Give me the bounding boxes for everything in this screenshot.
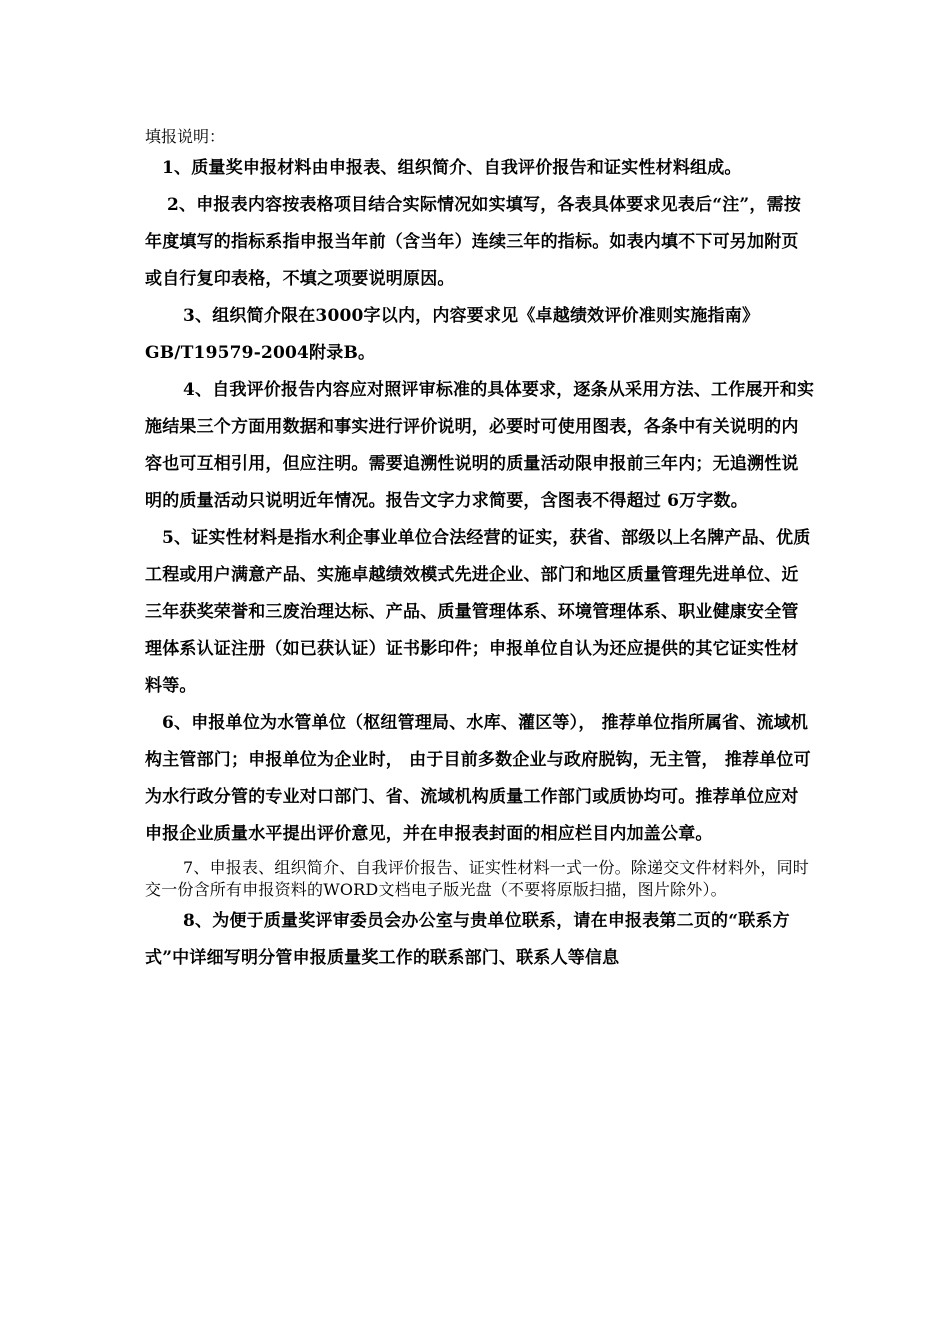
paragraph-3: 3、组织简介限在3000字以内，内容要求见《卓越绩效评价准则实施指南》GB/T19579-2004附录B。 (145, 306, 760, 363)
paragraph-6: 6、申报单位为水管单位（枢纽管理局、水库、灌区等）， 推荐单位指所属省、流域机构主管部门；申报单位为企业时， 由于目前多数企业与政府脱钩，无主管， 推荐单位可为水行政分管的专业对口部门、省、流域机构质量工作部门或质协均可。推荐单位应对申报企业质量水平提出评价意见，并在申报表封面的相应栏目内加盖公章。 (145, 713, 811, 844)
paragraph-5: 5、证实性材料是指水利企事业单位合法经营的证实，获省、部级以上名牌产品、优质工程或用户满意产品、实施卓越绩效模式先进企业、部门和地区质量管理先进单位、近三年获奖荣誉和三废治理达标、产品、质量管理体系、环境管理体系、职业健康安全管理体系认证注册（如已获认证）证书影印件；申报单位自认为还应提供的其它证实性材料等。 (145, 528, 811, 696)
document-body (145, 124, 815, 977)
paragraph-2: 2、申报表内容按表格项目结合实际情况如实填写，各表具体要求见表后“注”，需按年度填写的指标系指申报当年前（含当年）连续三年的指标。如表内填不下可另加附页或自行复印表格，不填之项要说明原因。 (145, 195, 801, 289)
paragraph-7: 7、申报表、组织简介、自我评价报告、证实性材料一式一份。除递交文件材料外，同时交一份含所有申报资料的WORD文档电子版光盘（不要将原版扫描，图片除外）。 (145, 858, 809, 899)
document-heading: 填报说明： (145, 127, 226, 146)
paragraph-1: 1、质量奖申报材料由申报表、组织简介、自我评价报告和证实性材料组成。 (162, 158, 742, 178)
paragraph-8: 8、为便于质量奖评审委员会办公室与贵单位联系，请在申报表第二页的“联系方式”中详细写明分管申报质量奖工作的联系部门、联系人等信息 (145, 911, 790, 968)
paragraph-4: 4、自我评价报告内容应对照评审标准的具体要求，逐条从采用方法、工作展开和实施结果三个方面用数据和事实进行评价说明，必要时可使用图表，各条中有关说明的内容也可互相引用，但应注明。需要追溯性说明的质量活动限申报前三年内；无追溯性说明的质量活动只说明近年情况。报告文字力求简要，含图表不得超过 6万字数。 (145, 380, 815, 511)
